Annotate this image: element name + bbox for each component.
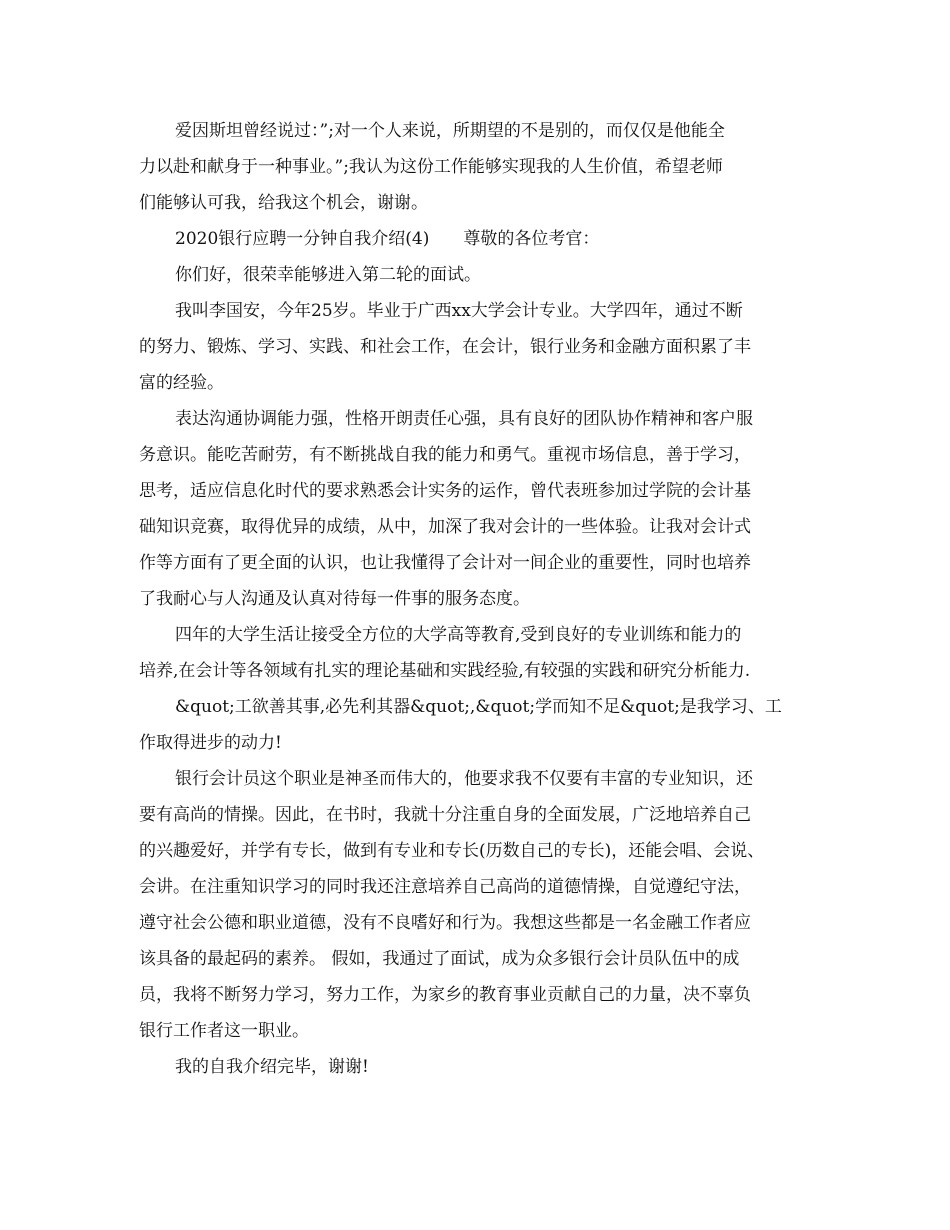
text-line: 遵守社会公德和职业道德，没有不良嗜好和行为。我想这些都是一名金融工作者应 bbox=[139, 913, 751, 933]
text-line: 四年的大学生活让接受全方位的大学高等教育,受到良好的专业训练和能力的 bbox=[175, 625, 742, 645]
text-line: 表达沟通协调能力强，性格开朗责任心强，具有良好的团队协作精神和客户服 bbox=[175, 409, 753, 429]
text-line: 的兴趣爱好，并学有专长，做到有专业和专长(历数自己的专长)，还能会唱、会说、 bbox=[139, 841, 765, 861]
text-line: 会讲。在注重知识学习的同时我还注意培养自己高尚的道德情操，自觉遵纪守法， bbox=[139, 877, 751, 897]
section-heading-line: 2020银行应聘一分钟自我介绍(4) 尊敬的各位考官： bbox=[175, 229, 600, 249]
text-line: 础知识竞赛，取得优异的成绩，从中，加深了我对会计的一些体验。让我对会计式 bbox=[139, 517, 751, 537]
text-line: 思考，适应信息化时代的要求熟悉会计实务的运作，曾代表班参加过学院的会计基 bbox=[139, 481, 751, 501]
text-line: 富的经验。 bbox=[139, 373, 224, 393]
text-line: 了我耐心与人沟通及认真对待每一件事的服务态度。 bbox=[139, 589, 530, 609]
text-line: 们能够认可我，给我这个机会，谢谢。 bbox=[139, 193, 428, 213]
text-line: 该具备的最起码的素养。 假如，我通过了面试，成为众多银行会计员队伍中的成 bbox=[139, 949, 740, 969]
text-line: 银行工作者这一职业。 bbox=[139, 1021, 309, 1041]
text-line: 要有高尚的情操。因此，在书时，我就十分注重自身的全面发展，广泛地培养自己 bbox=[139, 805, 751, 825]
text-line: 银行会计员这个职业是神圣而伟大的，他要求我不仅要有丰富的专业知识，还 bbox=[175, 769, 753, 789]
text-line: 培养,在会计等各领域有扎实的理论基础和实践经验,有较强的实践和研究分析能力. bbox=[139, 661, 751, 681]
text-line: 爱因斯坦曾经说过：”;对一个人来说，所期望的不是别的，而仅仅是他能全 bbox=[175, 121, 725, 141]
text-line: 作等方面有了更全面的认识，也让我懂得了会计对一间企业的重要性，同时也培养 bbox=[139, 553, 751, 573]
text-line: 我叫李国安，今年25岁。毕业于广西xx大学会计专业。大学四年，通过不断 bbox=[175, 301, 743, 321]
text-line: 力以赴和献身于一种事业。”;我认为这份工作能够实现我的人生价值，希望老师 bbox=[139, 157, 723, 177]
text-line: 员，我将不断努力学习，努力工作，为家乡的教育事业贡献自己的力量，决不辜负 bbox=[139, 985, 751, 1005]
text-line: &quot;工欲善其事,必先利其器&quot;,&quot;学而知不足&quot;是我学习、工 bbox=[175, 697, 782, 717]
text-line: 务意识。能吃苦耐劳，有不断挑战自我的能力和勇气。重视市场信息，善于学习， bbox=[139, 445, 751, 465]
text-line: 作取得进步的动力! bbox=[139, 733, 282, 753]
text-line: 的努力、锻炼、学习、实践、和社会工作，在会计，银行业务和金融方面积累了丰 bbox=[139, 337, 751, 357]
text-line: 我的自我介绍完毕，谢谢! bbox=[175, 1057, 369, 1077]
text-line: 你们好，很荣幸能够进入第二轮的面试。 bbox=[175, 265, 481, 285]
